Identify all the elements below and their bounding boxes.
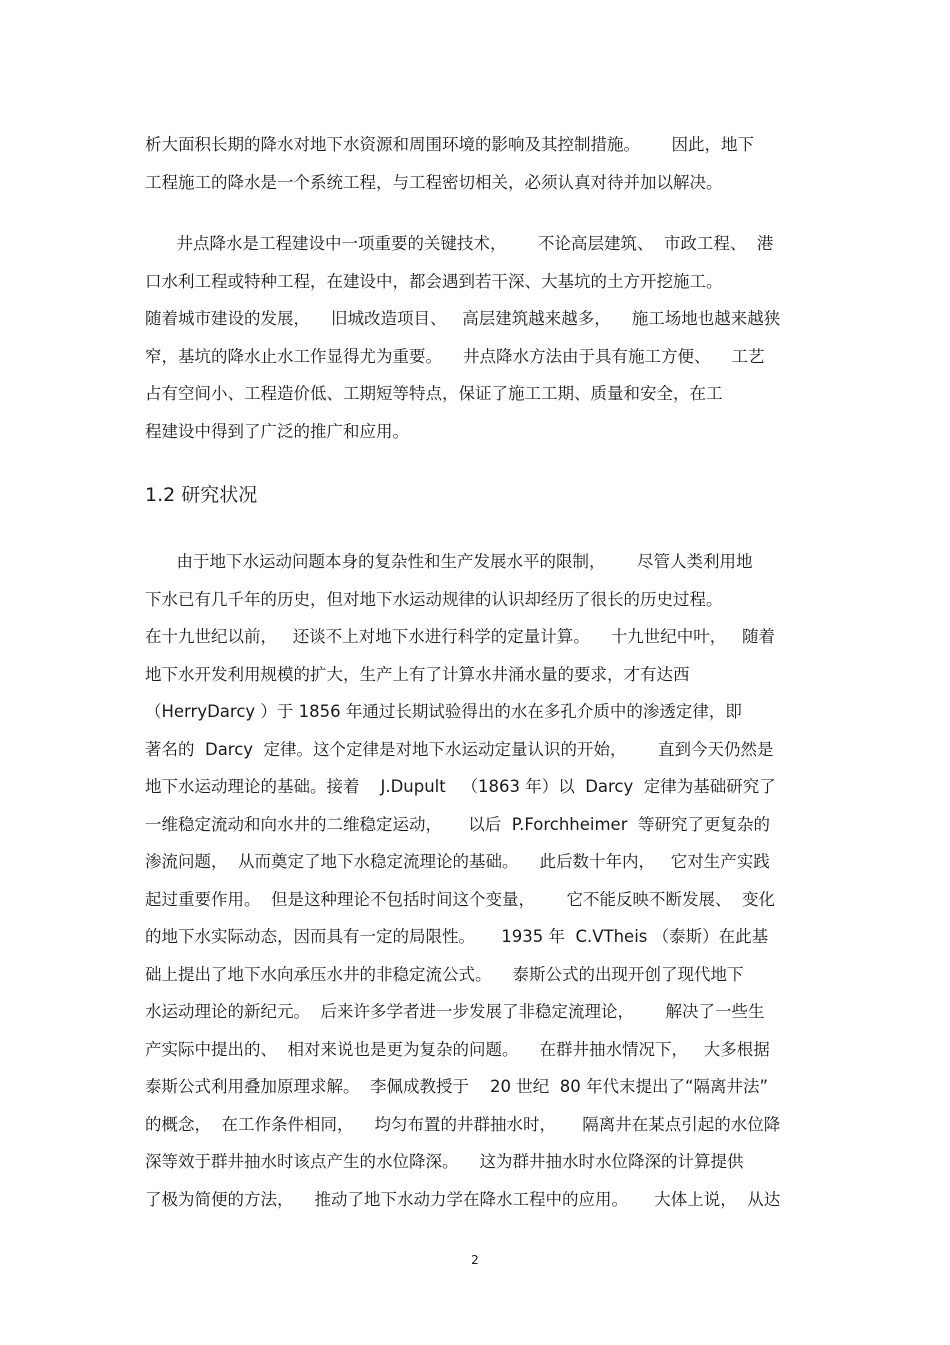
text-line: 起过重要作用。 但是这种理论不包括时间这个变量， 它不能反映不断发展、 变化 (145, 889, 775, 909)
text-line: 地下水开发利用规模的扩大，生产上有了计算水井涌水量的要求，才有达西 (145, 664, 690, 684)
text-line: 随着城市建设的发展， 旧城改造项目、 高层建筑越来越多， 施工场地也越来越狭 (145, 309, 781, 328)
paragraph-research (145, 543, 810, 1218)
text-line: 口水利工程或特种工程，在建设中，都会遇到若干深、大基坑的土方开挖施工。 (145, 271, 723, 291)
text-line: 水运动理论的新纪元。 后来许多学者进一步发展了非稳定流理论， 解决了一些生 (145, 1002, 765, 1021)
text-line: 井点降水是工程建设中一项重要的关键技术， 不论高层建筑、 市政工程、 港 (145, 234, 774, 253)
text-line: 程建设中得到了广泛的推广和应用。 (145, 421, 409, 441)
text-line: 下水已有几千年的历史，但对地下水运动规律的认识却经历了很长的历史过程。 (145, 589, 723, 609)
text-line: （HerryDarcy ）于 1856 年通过长期试验得出的水在多孔介质中的渗透定律，即 (145, 702, 742, 721)
page-number: 2 (471, 1253, 479, 1267)
paragraph-top (145, 126, 810, 201)
text-line: 工程施工的降水是一个系统工程，与工程密切相关，必须认真对待并加以解决。 (145, 172, 723, 192)
text-line: 一维稳定流动和向水井的二维稳定运动， 以后 P.Forchheimer 等研究了更复杂的 (145, 814, 770, 834)
text-line: 在十九世纪以前， 还谈不上对地下水进行科学的定量计算。 十九世纪中叶， 随着 (145, 627, 775, 646)
text-line: 础上提出了地下水向承压水井的非稳定流公式。 泰斯公式的出现开创了现代地下 (145, 964, 744, 984)
text-line: 由于地下水运动问题本身的复杂性和生产发展水平的限制， 尽管人类利用地 (145, 552, 753, 571)
text-line: 泰斯公式利用叠加原理求解。 李佩成教授于 20 世纪 80 年代末提出了“隔离井法” (145, 1077, 769, 1096)
text-line: 窄，基坑的降水止水工作显得尤为重要。 井点降水方法由于具有施工方便、 工艺 (145, 346, 765, 366)
text-line: 产实际中提出的、 相对来说也是更为复杂的问题。 在群井抽水情况下， 大多根据 (145, 1039, 770, 1059)
text-line: 著名的 Darcy 定律。这个定律是对地下水运动定量认识的开始， 直到今天仍然是 (145, 739, 774, 759)
text-line: 深等效于群井抽水时该点产生的水位降深。 这为群井抽水时水位降深的计算提供 (145, 1152, 744, 1171)
text-line: 的地下水实际动态，因而具有一定的局限性。 1935 年 C.VTheis （泰斯）在此基 (145, 927, 769, 946)
paragraph-wellpoint (145, 225, 810, 450)
text-line: 的概念， 在工作条件相同， 均匀布置的井群抽水时， 隔离井在某点引起的水位降 (145, 1114, 781, 1134)
text-line: 析大面积长期的降水对地下水资源和周围环境的影响及其控制措施。 因此，地下 (145, 135, 754, 154)
text-line: 了极为简便的方法， 推动了地下水动力学在降水工程中的应用。 大体上说， 从达 (145, 1189, 781, 1209)
text-line: 占有空间小、工程造价低、工期短等特点，保证了施工工期、质量和安全，在工 (145, 384, 723, 403)
text-line: 渗流问题， 从而奠定了地下水稳定流理论的基础。 此后数十年内， 它对生产实践 (145, 852, 770, 871)
text-line: 地下水运动理论的基础。接着 J.Dupult （1863 年）以 Darcy 定律为基础研究了 (145, 777, 776, 796)
section-heading: 1.2 研究状况 (145, 484, 258, 506)
